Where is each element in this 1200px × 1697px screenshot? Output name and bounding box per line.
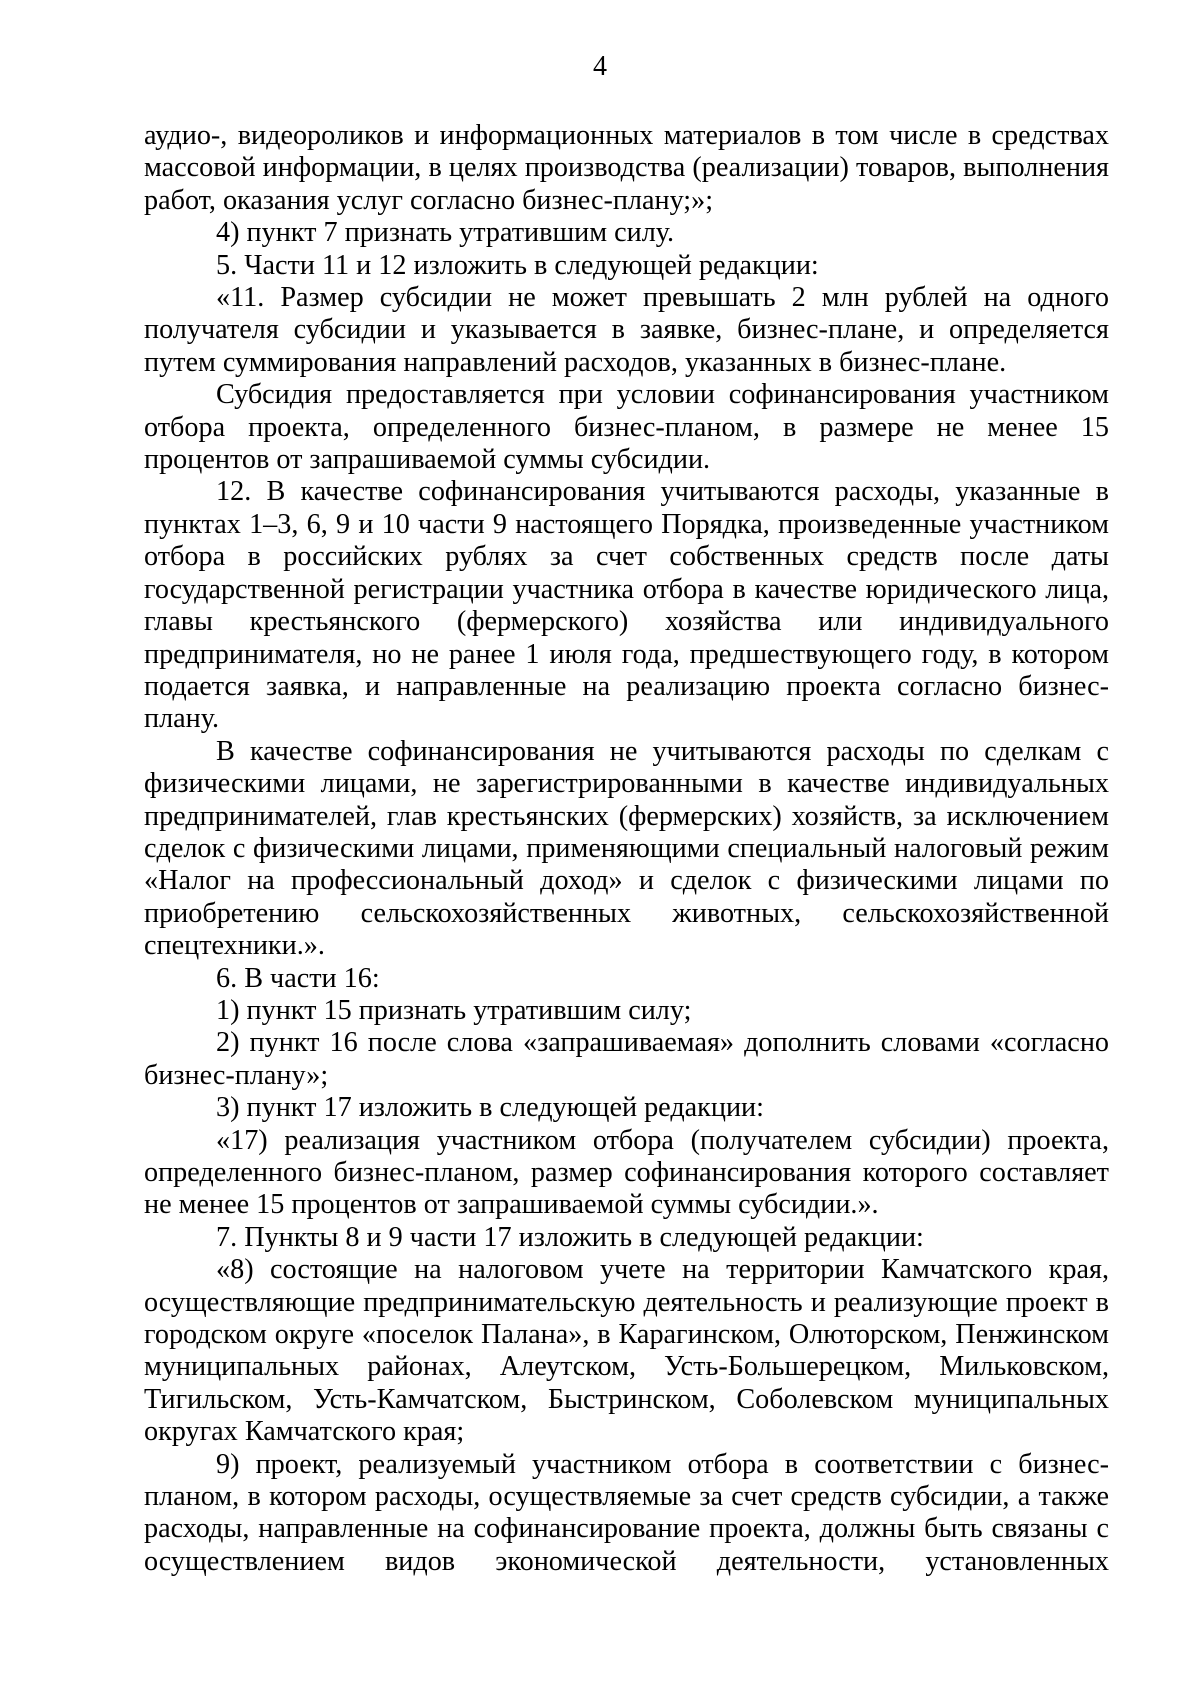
paragraph-item-8-text: «8) состоящие на налоговом учете на территории Камчатского края, осуществляющие предпринимательскую деятельность и реализующие проект в городском округе «поселок Палана», в Карагинском, Олюторском, Пенжинском муниципальных районах, Алеутском, Усть-Большерецком, Мильковском, Тигильском, Усть-Камчатском, Быстринском, Соболевском муниципальных округах Камчатского края; xyxy=(144,1254,1109,1448)
paragraph-cofinancing-condition: Субсидия предоставляется при условии софинансирования участником отбора проекта, определенного бизнес-планом, в размере не менее 15 процентов от запрашиваемой суммы субсидии. xyxy=(144,379,1109,476)
paragraph-section-6: 6. В части 16: xyxy=(216,962,380,994)
paragraph-item-16: 2) пункт 16 после слова «запрашиваемая» дополнить словами «согласно бизнес-плану»; xyxy=(144,1027,1109,1091)
paragraph-section-5: 5. Части 11 и 12 изложить в следующей редакции: xyxy=(216,249,819,281)
paragraph-item-15: 1) пункт 15 признать утратившим силу; xyxy=(216,994,692,1026)
page-number: 4 xyxy=(593,51,607,82)
paragraph-part-11: «11. Размер субсидии не может превышать 2 млн рублей на одного получателя субсидии и указывается в заявке, бизнес-плане, и определяется путем суммирования направлений расходов, указанных в бизнес-плане. xyxy=(144,282,1109,378)
paragraph-item-4: 4) пункт 7 признать утратившим силу. xyxy=(216,217,675,249)
paragraph-excluded-expenses: В качестве софинансирования не учитываются расходы по сделкам с физическими лицами, не зарегистрированными в качестве индивидуальных предпринимателей, глав крестьянских (фермерских) хозяйств, за исключением сделок с физическими лицами, применяющими специальный налоговый режим «Налог на профессиональный доход» и сделок с физическими лицами по приобретению сельскохозяйственных животных, сельскохозяйственной спецтехники.». xyxy=(144,735,1109,962)
paragraph-item-9-text: 9) проект, реализуемый участником отбора в соответствии с бизнес-планом, в котором расходы, осуществляемые за счет средств субсидии, а также расходы, направленные на софинансирование проекта, должны быть связаны с осуществлением видов экономической деятельности, установленных xyxy=(144,1448,1109,1577)
document-body xyxy=(144,120,1109,1578)
paragraph-part-12: 12. В качестве софинансирования учитываются расходы, указанные в пунктах 1–3, 6, 9 и 10 части 9 настоящего Порядка, произведенные участником отбора в российских рублях за счет собственных средств после даты государственной регистрации участника отбора в качестве юридического лица, главы крестьянского (фермерского) хозяйства или индивидуального предпринимателя, но не ранее 1 июля года, предшествующего году, в котором подается заявка, и направленные на реализацию проекта согласно бизнес-плану. xyxy=(144,476,1109,735)
paragraph-item-17-text: «17) реализация участником отбора (получателем субсидии) проекта, определенного бизнес-планом, размер софинансирования которого составляет не менее 15 процентов от запрашиваемой суммы субсидии.». xyxy=(144,1124,1109,1221)
paragraph-continuation: аудио-, видеороликов и информационных материалов в том числе в средствах массовой информации, в целях производства (реализации) товаров, выполнения работ, оказания услуг согласно бизнес-плану;»; xyxy=(144,120,1109,216)
paragraph-section-7: 7. Пункты 8 и 9 части 17 изложить в следующей редакции: xyxy=(216,1221,924,1253)
paragraph-item-17: 3) пункт 17 изложить в следующей редакции: xyxy=(216,1092,764,1124)
